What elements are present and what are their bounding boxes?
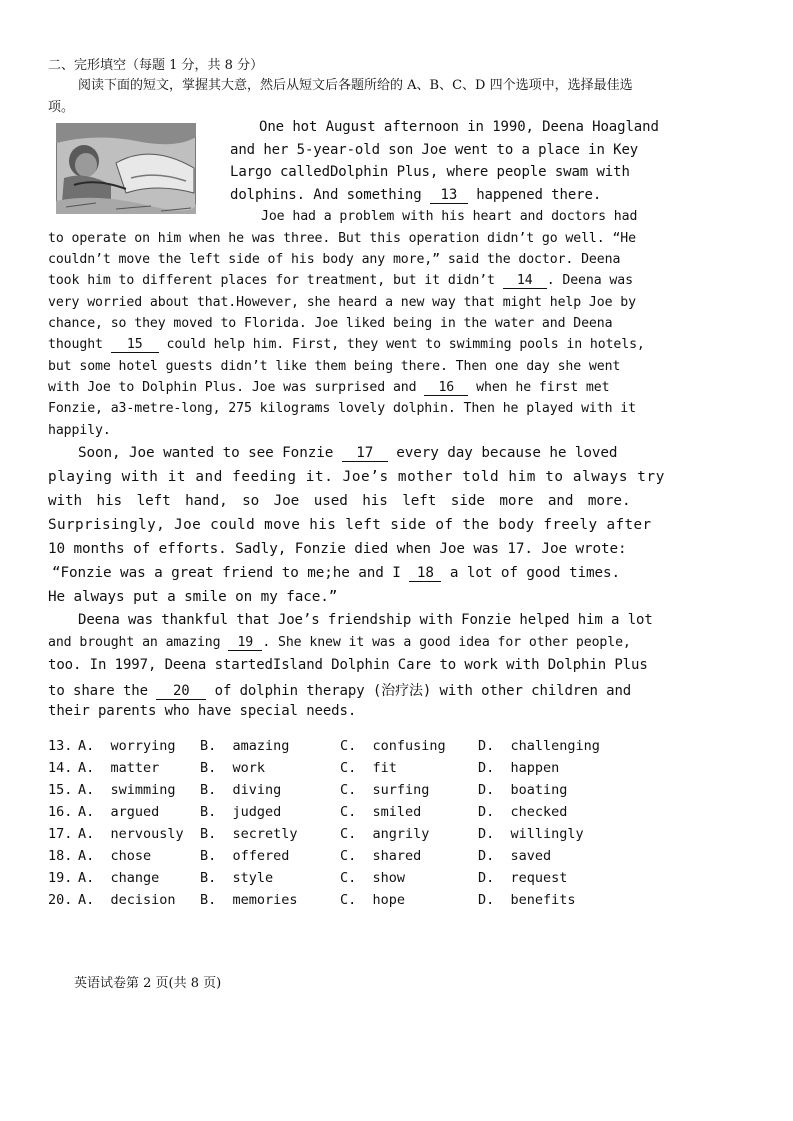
text-segment: “Fonzie was a great friend to me;he and I	[52, 565, 410, 581]
question-number: 18.	[48, 848, 73, 864]
option-c: C. confusing	[340, 738, 446, 754]
text-segment: could help him. First, they went to swimming pools in hotels,	[158, 337, 645, 352]
option-b: B. diving	[200, 782, 282, 798]
text-line: Deena was thankful that Joe’s friendship with Fonzie helped him a lot	[78, 612, 653, 628]
question-number: 20.	[48, 892, 73, 908]
text-line	[48, 380, 609, 396]
text-line: to operate on him when he was three. But this operation didn’t go well. “He	[48, 231, 636, 246]
option-c: C. angrily	[340, 826, 430, 842]
text-line	[52, 565, 620, 582]
text-line	[48, 273, 633, 289]
option-a: A. chose	[78, 848, 152, 864]
option-c: C. surfing	[340, 782, 430, 798]
text-line: Largo calledDolphin Plus, where people swam with	[230, 164, 630, 180]
text-line: happily.	[48, 423, 111, 438]
text-segment: Soon, Joe wanted to see Fonzie	[78, 445, 342, 461]
question-row	[48, 870, 648, 892]
option-d: D. challenging	[478, 738, 600, 754]
text-line: Joe had a problem with his heart and doctors had	[261, 209, 638, 224]
text-line: He always put a smile on my face.”	[48, 589, 338, 605]
question-number: 15.	[48, 782, 73, 798]
text-line: their parents who have special needs.	[48, 703, 357, 719]
question-number: 14.	[48, 760, 73, 776]
option-a: A. change	[78, 870, 160, 886]
text-line: very worried about that.However, she heard a new way that might help Joe by	[48, 295, 636, 310]
question-row	[48, 826, 648, 848]
text-segment: and brought an amazing	[48, 635, 229, 650]
blank-20: 20	[156, 684, 206, 700]
text-segment: took him to different places for treatment, but it didn’t	[48, 273, 503, 288]
text-segment: . She knew it was a good idea for other people,	[262, 635, 631, 650]
option-c: C. shared	[340, 848, 422, 864]
question-number: 19.	[48, 870, 73, 886]
text-line	[48, 635, 631, 651]
text-segment: to share the	[48, 683, 157, 699]
option-d: D. request	[478, 870, 568, 886]
text-line: Surprisingly, Joe could move his left side of the body freely after	[48, 517, 652, 533]
blank-17: 17	[342, 446, 388, 462]
option-d: D. boating	[478, 782, 568, 798]
text-line: 10 months of efforts. Sadly, Fonzie died when Joe was 17. Joe wrote:	[48, 541, 627, 557]
option-c: C. fit	[340, 760, 397, 776]
text-line: playing with it and feeding it. Joe’s mother told him to always try	[48, 469, 665, 485]
boy-dolphin-photo	[56, 123, 196, 214]
text-segment: with Joe to Dolphin Plus. Joe was surprised and	[48, 380, 425, 395]
text-line: chance, so they moved to Florida. Joe liked being in the water and Deena	[48, 316, 613, 331]
text-line: too. In 1997, Deena startedIsland Dolphin Care to work with Dolphin Plus	[48, 657, 648, 673]
blank-13: 13	[430, 188, 468, 204]
text-line	[48, 337, 645, 353]
option-b: B. judged	[200, 804, 282, 820]
option-a: A. argued	[78, 804, 160, 820]
question-row	[48, 738, 648, 760]
option-d: D. happen	[478, 760, 560, 776]
option-b: B. memories	[200, 892, 298, 908]
blank-19: 19	[228, 635, 262, 651]
option-a: A. nervously	[78, 826, 184, 842]
question-row	[48, 782, 648, 804]
question-row	[48, 892, 648, 914]
section-title: 二、完形填空（每题 1 分，共 8 分）	[48, 58, 264, 73]
question-row	[48, 848, 648, 870]
text-line: Fonzie, a3-metre-long, 275 kilograms lovely dolphin. Then he played with it	[48, 401, 636, 416]
text-segment: a lot of good times.	[441, 565, 620, 581]
page-footer: 英语试卷第 2 页(共 8 页)	[74, 976, 222, 991]
option-c: C. show	[340, 870, 406, 886]
option-b: B. style	[200, 870, 274, 886]
text-line: with his left hand, so Joe used his left side more and more.	[48, 493, 631, 509]
blank-15: 15	[111, 337, 159, 353]
text-segment: dolphins. And something	[230, 187, 430, 203]
option-b: B. work	[200, 760, 266, 776]
option-d: D. checked	[478, 804, 568, 820]
instructions: 阅读下面的短文，掌握其大意，然后从短文后各题所给的 A、B、C、D 四个选项中，选择最佳选项。	[48, 78, 633, 115]
text-line: couldn’t move the left side of his body any more,” said the doctor. Deena	[48, 252, 621, 267]
answer-options	[48, 738, 648, 914]
option-d: D. willingly	[478, 826, 584, 842]
text-segment: when he first met	[468, 380, 610, 395]
option-a: A. worrying	[78, 738, 176, 754]
option-c: C. hope	[340, 892, 406, 908]
text-line: and her 5-year-old son Joe went to a place in Key	[230, 142, 639, 158]
blank-16: 16	[424, 380, 468, 396]
question-row	[48, 804, 648, 826]
option-a: A. swimming	[78, 782, 176, 798]
text-line: but some hotel guests didn’t like them being there. Then one day she went	[48, 359, 621, 374]
blank-14: 14	[503, 273, 547, 289]
option-b: B. offered	[200, 848, 290, 864]
text-segment: every day because he loved	[387, 445, 618, 461]
blank-18: 18	[409, 566, 441, 582]
option-a: A. decision	[78, 892, 176, 908]
text-line	[48, 680, 631, 700]
option-c: C. smiled	[340, 804, 422, 820]
text-line	[230, 187, 601, 204]
question-row	[48, 760, 648, 782]
question-number: 16.	[48, 804, 73, 820]
text-line: One hot August afternoon in 1990, Deena Hoagland	[259, 119, 659, 135]
text-segment: of dolphin therapy (治疗法) with other children and	[206, 683, 632, 699]
text-line	[78, 445, 617, 462]
text-segment: happened there.	[467, 187, 602, 203]
option-b: B. amazing	[200, 738, 290, 754]
text-segment: thought	[48, 337, 111, 352]
question-number: 13.	[48, 738, 73, 754]
text-segment: . Deena was	[546, 273, 633, 288]
option-a: A. matter	[78, 760, 160, 776]
option-d: D. saved	[478, 848, 552, 864]
option-b: B. secretly	[200, 826, 298, 842]
question-number: 17.	[48, 826, 73, 842]
option-d: D. benefits	[478, 892, 576, 908]
